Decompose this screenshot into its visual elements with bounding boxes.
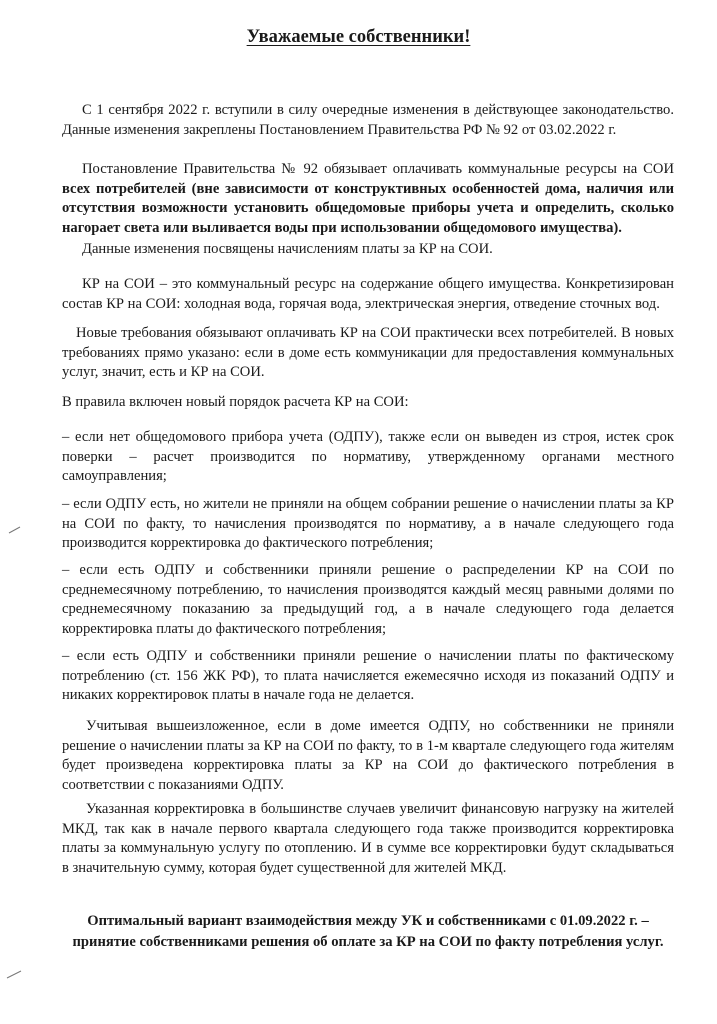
footer-line: Оптимальный вариант взаимодействия между УК и собственниками с 01.09.2022 г. – bbox=[87, 913, 649, 929]
footer-recommendation bbox=[62, 911, 674, 953]
list-item-text: – если есть ОДПУ и собственники приняли решение о распределении КР на СОИ по среднемесячному потреблению, то начисления производятся каждый месяц равными долями по среднемесячному показанию за предыдущий год, а в начале следующего года делается корректировка платы до фактического потребления; bbox=[62, 562, 674, 637]
list-item-no-odpu bbox=[62, 428, 674, 487]
document-title: Уважаемые собственники! bbox=[246, 27, 471, 47]
paragraph-bold-text: всех потребителей (вне зависимости от конструктивных особенностей дома, наличия или отсутствия возможности установить общедомовые приборы учета и определить, сколько нагорает света или выливается воды при использовании общедомового имущества). bbox=[62, 180, 674, 236]
paragraph-normal-text: Постановление Правительства № 92 обязывает оплачивать коммунальные ресурсы на СОИ bbox=[82, 161, 674, 177]
paragraph-text: С 1 сентября 2022 г. вступили в силу очередные изменения в действующее законодательство. Данные изменения закреплены Постановлением Правительства РФ № 92 от 03.02.2022 г. bbox=[62, 102, 674, 138]
paragraph-new-requirements bbox=[62, 324, 674, 383]
paragraph-conclusion bbox=[62, 717, 674, 795]
paragraph-resolution-92 bbox=[62, 160, 674, 238]
paragraph-text: КР на СОИ – это коммунальный ресурс на содержание общего имущества. Конкретизирован состав КР на СОИ: холодная вода, горячая вода, электрическая энергия, отведение сточных вод. bbox=[62, 276, 674, 312]
list-item-actual-consumption bbox=[62, 647, 674, 706]
paragraph-changes-topic bbox=[62, 240, 674, 260]
paragraph-kr-definition bbox=[62, 275, 674, 314]
list-item-text: – если есть ОДПУ и собственники приняли решение о начислении платы по фактическому потреблению (ст. 156 ЖК РФ), то плата начисляется ежемесячно исходя из показаний ОДПУ и никаких корректировок платы в начале года не делается. bbox=[62, 648, 674, 703]
paragraph-law-change bbox=[62, 101, 674, 140]
list-item-average-consumption bbox=[62, 561, 674, 639]
paragraph-text: Новые требования обязывают оплачивать КР на СОИ практически всех потребителей. В новых требованиях прямо указано: если в доме есть коммуникации для предоставления коммунальных услуг, значит, есть и КР на СОИ. bbox=[62, 325, 674, 380]
list-item-odpu-no-decision bbox=[62, 495, 674, 554]
list-item-text: – если нет общедомового прибора учета (ОДПУ), также если он выведен из строя, истек срок поверки – расчет производится по нормативу, утвержденному органами местного самоуправления; bbox=[62, 429, 674, 484]
paragraph-text: Данные изменения посвящены начислениям платы за КР на СОИ. bbox=[82, 241, 493, 257]
paragraph-text: Указанная корректировка в большинстве случаев увеличит финансовую нагрузку на жителей МКД, так как в начале первого квартала следующего года также производится корректировка платы за коммунальную услугу по отоплению. И в сумме все корректировки будут складываться в значительную сумму, которая будет существенной для жителей МКД. bbox=[62, 801, 674, 876]
paragraph-correction-burden bbox=[62, 800, 674, 878]
list-item-text: – если ОДПУ есть, но жители не приняли на общем собрании решение о начислении платы за КР на СОИ по факту, то начисления производятся по нормативу, а в начале следующего года производится корректировка до фактического потребления; bbox=[62, 496, 674, 551]
footer-line: принятие собственниками решения об оплате за КР на СОИ по факту потребления услуг. bbox=[72, 934, 664, 950]
scan-mark bbox=[8, 525, 22, 535]
scan-mark bbox=[6, 968, 24, 980]
paragraph-text: Учитывая вышеизложенное, если в доме имеется ОДПУ, но собственники не приняли решение о начислении платы за КР на СОИ по факту, то в 1-м квартале следующего года жителям будет произведена корректировка платы за КР на СОИ до фактического потребления в соответствии с показаниями ОДПУ. bbox=[62, 718, 674, 793]
paragraph-text bbox=[62, 160, 674, 238]
paragraph-rules-intro bbox=[62, 393, 674, 413]
paragraph-text: В правила включен новый порядок расчета КР на СОИ: bbox=[62, 394, 409, 410]
